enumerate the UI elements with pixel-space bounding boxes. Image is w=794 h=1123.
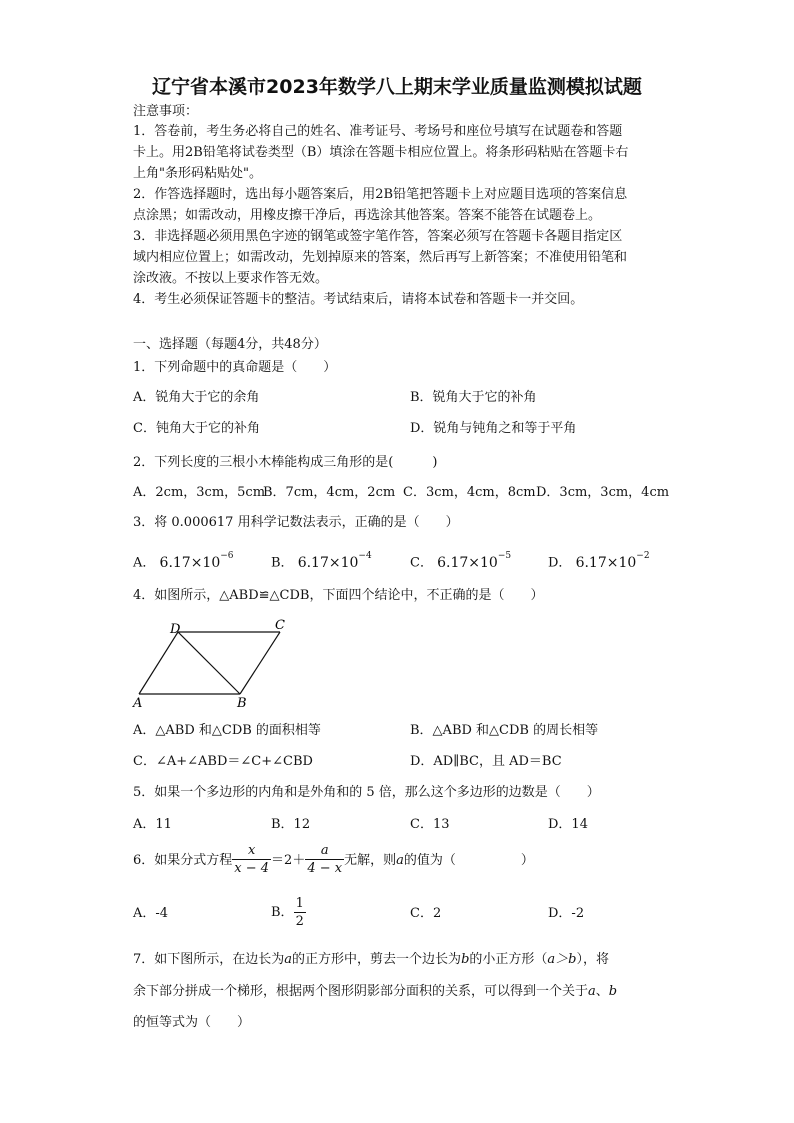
notice-line: 3．非选择题必须用黑色字迹的钢笔或签字笔作答，答案必须写在答题卡各题目指定区 (133, 229, 623, 244)
label-c: C (275, 618, 285, 633)
text: 7．如下图所示，在边长为 (133, 952, 285, 967)
q6-option-c: C．2 (410, 906, 442, 921)
sci-value (575, 551, 650, 571)
q5-option-d: D．14 (548, 817, 588, 832)
mantissa: 6.17×10 (437, 554, 498, 571)
parallelogram-figure (125, 612, 305, 712)
q2-option-a: A．2cm，3cm，5cm (133, 485, 266, 500)
q4-option-a: A．△ABD 和△CDB 的面积相等 (133, 723, 321, 738)
var-b: b (461, 952, 470, 967)
q6-mid: ＝2＋ (271, 853, 306, 868)
q6-option-a: A．-4 (133, 906, 169, 921)
notice-heading: 注意事项： (133, 104, 199, 119)
notice-line: 涂改液。不按以上要求作答无效。 (133, 271, 329, 286)
label-a: A (133, 696, 143, 711)
numerator: 1 (295, 895, 304, 911)
q3-option-c (410, 550, 511, 573)
q4-option-d: D．AD∥BC，且 AD＝BC (410, 754, 562, 769)
q1-option-a: A．锐角大于它的余角 (133, 390, 260, 405)
sci-value (297, 551, 372, 571)
q6-suffix: 的值为（ ） (403, 853, 534, 868)
question-5-stem: 5．如果一个多边形的内角和是外角和的 5 倍，那么这个多边形的边数是（ ） (133, 785, 600, 800)
exponent: −5 (497, 551, 512, 561)
exponent: −4 (358, 551, 372, 561)
fraction-x-over-x-minus-4 (232, 843, 271, 878)
q1-option-b: B．锐角大于它的补角 (410, 390, 537, 405)
notice-line: 卡上。用2B铅笔将试卷类型（B）填涂在答题卡相应位置上。将条形码粘贴在答题卡右 (133, 145, 629, 160)
q5-option-b: B．12 (271, 817, 311, 832)
question-7-line-1 (133, 951, 609, 969)
question-4-stem: 4．如图所示，△ABD≌△CDB，下面四个结论中，不正确的是（ ） (133, 588, 544, 603)
denominator: x − 4 (234, 861, 270, 876)
option-label: B． (271, 905, 294, 920)
q2-option-c: C．3cm，4cm，8cm (403, 485, 536, 500)
denominator: 2 (295, 913, 304, 929)
notice-line: 2．作答选择题时，选出每小题答案后，用2B铅笔把答题卡上对应题目选项的答案信息 (133, 187, 628, 202)
q2-option-d: D．3cm，3cm，4cm (536, 485, 670, 500)
mantissa: 6.17×10 (575, 554, 637, 571)
fraction-one-half (294, 895, 306, 931)
q6-after: 无解，则 (344, 853, 397, 868)
option-label: B． (271, 555, 294, 571)
page-title: 辽宁省本溪市2023年数学八上期末学业质量监测模拟试题 (152, 76, 642, 98)
mantissa: 6.17×10 (159, 554, 221, 571)
mantissa: 6.17×10 (297, 554, 359, 571)
numerator: x (232, 843, 271, 860)
text: 、 (595, 984, 609, 999)
sci-value (437, 551, 512, 571)
q3-option-b (271, 550, 372, 573)
text: 的小正方形（ (469, 952, 548, 967)
option-label: D． (548, 555, 572, 571)
exponent: −2 (636, 551, 650, 561)
q5-option-a: A．11 (133, 817, 172, 832)
q2-option-b: B．7cm，4cm，2cm (263, 485, 396, 500)
notice-line: 1．答卷前，考生务必将自己的姓名、准考证号、考场号和座位号填写在试题卷和答题 (133, 124, 623, 139)
notice-line: 域内相应位置上；如需改动，先划掉原来的答案，然后再写上新答案；不准使用铅笔和 (133, 250, 628, 265)
label-d: D (170, 622, 181, 637)
label-b: B (237, 696, 247, 711)
q4-option-c: C．∠A+∠ABD＝∠C+∠CBD (133, 754, 313, 769)
q4-option-b: B．△ABD 和△CDB 的周长相等 (410, 723, 599, 738)
q5-option-c: C．13 (410, 817, 450, 832)
diagonal-db (178, 632, 240, 694)
text: 的正方形中，剪去一个边长为 (292, 952, 462, 967)
text: 余下部分拼成一个梯形，根据两个图形阴影部分面积的关系，可以得到一个关于 (133, 984, 589, 999)
denominator: 4 − x (307, 861, 343, 876)
numerator: a (305, 843, 344, 860)
section-heading: 一、选择题（每题4分，共48分） (133, 337, 327, 352)
notice-line: 点涂黑；如需改动，用橡皮擦干净后，再选涂其他答案。答案不能答在试题卷上。 (133, 208, 602, 223)
question-6-stem (133, 843, 534, 879)
question-2-stem: 2．下列长度的三根小木棒能构成三角形的是( ) (133, 455, 438, 470)
q3-option-a (133, 550, 234, 573)
option-label: C． (410, 555, 433, 571)
notice-line: 4．考生必须保证答题卡的整洁。考试结束后，请将本试卷和答题卡一并交回。 (133, 292, 584, 307)
var-b: b (608, 984, 618, 999)
q6-option-d: D．-2 (548, 906, 585, 921)
notice-line: 上角"条形码粘贴处"。 (133, 166, 262, 181)
q3-option-d (548, 550, 650, 573)
var-a: a (284, 952, 293, 967)
text: ），将 (576, 952, 609, 967)
q1-option-c: C．钝角大于它的补角 (133, 421, 260, 436)
segment-ad (139, 632, 178, 694)
exponent: −6 (220, 551, 234, 561)
question-7-line-2 (133, 983, 617, 1001)
q6-prefix: 6．如果分式方程 (133, 853, 233, 868)
question-3-stem: 3．将 0.000617 用科学记数法表示，正确的是（ ） (133, 515, 459, 530)
fraction-a-over-4-minus-x (305, 843, 344, 878)
question-7-line-3: 的恒等式为（ ） (133, 1015, 251, 1030)
q1-option-d: D．锐角与钝角之和等于平角 (410, 421, 577, 436)
q6-option-b (271, 893, 306, 933)
condition: a＞b (547, 952, 577, 967)
option-label: A． (133, 555, 156, 571)
segment-cb (240, 632, 280, 694)
var-a: a (396, 853, 404, 868)
question-1-stem: 1．下列命题中的真命题是（ ） (133, 360, 337, 375)
var-a: a (588, 984, 596, 999)
sci-value (159, 551, 234, 571)
